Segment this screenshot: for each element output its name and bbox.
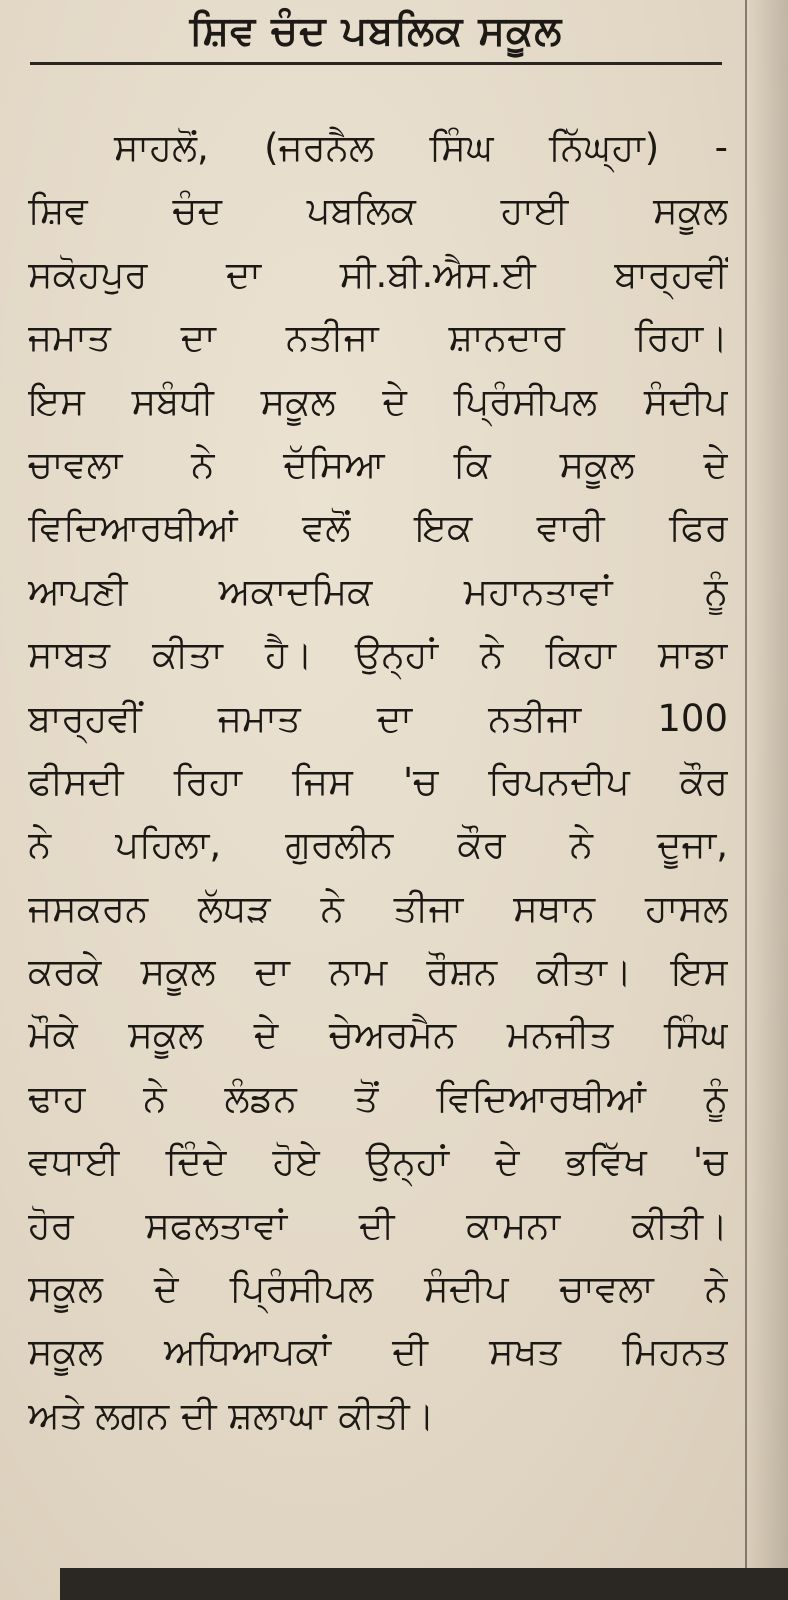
article-line: ਸਕੋਹਪੁਰ ਦਾ ਸੀ.ਬੀ.ਐਸ.ਈ ਬਾਰ੍ਹਵੀਂ — [28, 252, 728, 296]
column-divider — [745, 0, 747, 1600]
article-line: ਬਾਰ੍ਹਵੀਂ ਜਮਾਤ ਦਾ ਨਤੀਜਾ 100 — [28, 696, 728, 740]
article-line: ਸਾਬਤ ਕੀਤਾ ਹੈ। ਉਨ੍ਹਾਂ ਨੇ ਕਿਹਾ ਸਾਡਾ — [28, 633, 728, 677]
article-line: ਚਾਵਲਾ ਨੇ ਦੱਸਿਆ ਕਿ ਸਕੂਲ ਦੇ — [28, 442, 728, 486]
article-line: ਫੀਸਦੀ ਰਿਹਾ ਜਿਸ 'ਚ ਰਿਪਨਦੀਪ ਕੌਰ — [28, 759, 728, 803]
headline-rule — [30, 62, 722, 65]
article-body — [28, 116, 728, 1447]
next-article-edge — [60, 1568, 788, 1600]
article-line: ਮੌਕੇ ਸਕੂਲ ਦੇ ਚੇਅਰਮੈਨ ਮਨਜੀਤ ਸਿੰਘ — [28, 1013, 728, 1057]
article-line: ਸ਼ਿਵ ਚੰਦ ਪਬਲਿਕ ਹਾਈ ਸਕੂਲ — [28, 189, 728, 233]
article-line: ਵਧਾਈ ਦਿੰਦੇ ਹੋਏ ਉਨ੍ਹਾਂ ਦੇ ਭਵਿੱਖ 'ਚ — [28, 1140, 728, 1184]
article-line: ਜਮਾਤ ਦਾ ਨਤੀਜਾ ਸ਼ਾਨਦਾਰ ਰਿਹਾ। — [28, 316, 728, 360]
article-line: ਵਿਦਿਆਰਥੀਆਂ ਵਲੋਂ ਇਕ ਵਾਰੀ ਫਿਰ — [28, 506, 728, 550]
article-line: ਇਸ ਸਬੰਧੀ ਸਕੂਲ ਦੇ ਪ੍ਰਿੰਸੀਪਲ ਸੰਦੀਪ — [28, 379, 728, 423]
headline-block — [30, 0, 722, 66]
article-line: ਕਰਕੇ ਸਕੂਲ ਦਾ ਨਾਮ ਰੌਸ਼ਨ ਕੀਤਾ। ਇਸ — [28, 950, 728, 994]
article-line: ਸਾਹਲੋਂ, (ਜਰਨੈਲ ਸਿੰਘ ਨਿੱਘ੍ਹਾ) - — [114, 126, 728, 169]
page-edge-shadow — [748, 0, 788, 1600]
article-line: ਆਪਣੀ ਅਕਾਦਮਿਕ ਮਹਾਨਤਾਵਾਂ ਨੂੰ — [28, 569, 728, 613]
article-line: ਸਕੂਲ ਦੇ ਪ੍ਰਿੰਸੀਪਲ ਸੰਦੀਪ ਚਾਵਲਾ ਨੇ — [28, 1267, 728, 1311]
article-line: ਨੇ ਪਹਿਲਾ, ਗੁਰਲੀਨ ਕੌਰ ਨੇ ਦੂਜਾ, — [28, 823, 728, 867]
article-line: ਹੋਰ ਸਫਲਤਾਵਾਂ ਦੀ ਕਾਮਨਾ ਕੀਤੀ। — [28, 1203, 728, 1247]
article-line: ਢਾਹ ਨੇ ਲੰਡਨ ਤੋਂ ਵਿਦਿਆਰਥੀਆਂ ਨੂੰ — [28, 1076, 728, 1120]
article-line: ਅਤੇ ਲਗਨ ਦੀ ਸ਼ਲਾਘਾ ਕੀਤੀ। — [28, 1393, 435, 1437]
headline: ਸ਼ਿਵ ਚੰਦ ਪਬਲਿਕ ਸਕੂਲ — [189, 8, 563, 54]
article-line: ਜਸਕਰਨ ਲੱਧੜ ਨੇ ਤੀਜਾ ਸਥਾਨ ਹਾਸਲ — [28, 886, 728, 930]
article-line: ਸਕੂਲ ਅਧਿਆਪਕਾਂ ਦੀ ਸਖਤ ਮਿਹਨਤ — [28, 1330, 728, 1374]
